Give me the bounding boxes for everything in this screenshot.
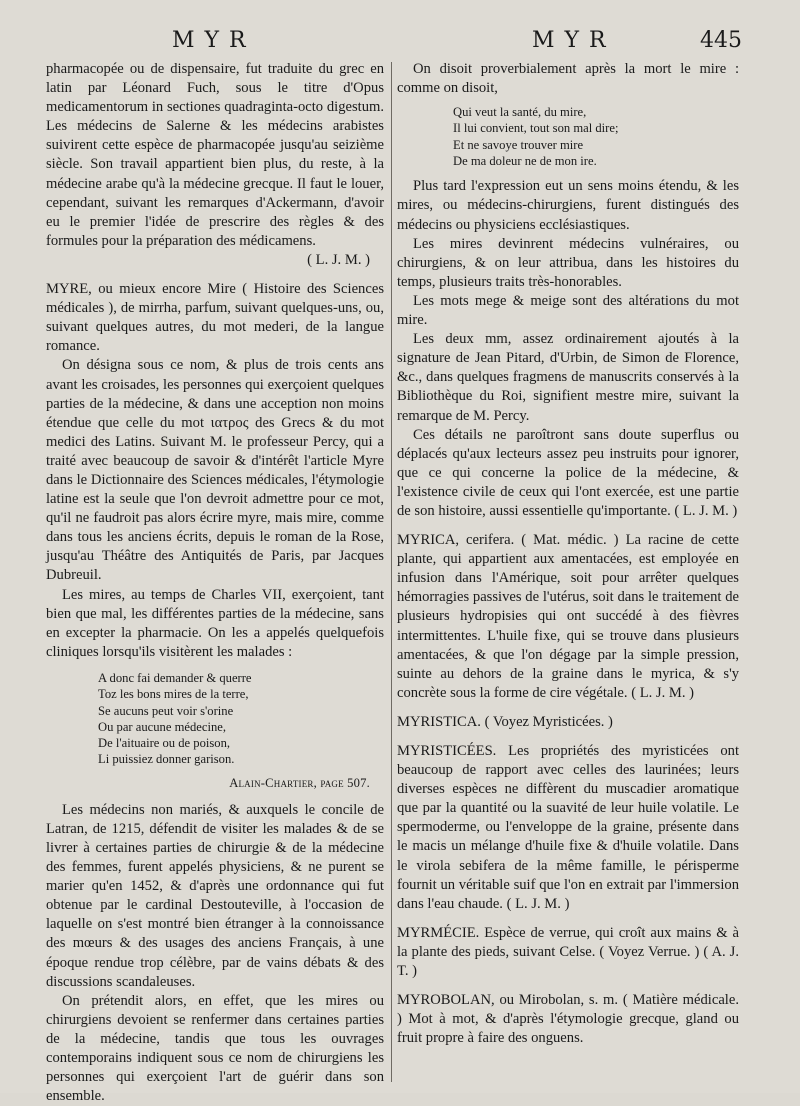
- entry-myre: MYRE, ou mieux encore Mire ( Histoire des Sciences médicales ), de mirrha, parfum, suivant quelques-uns, ou, suivant quelques autres, du mot mederi, de la langue romance.: [46, 281, 384, 355]
- header-left-title: MYR: [172, 28, 256, 53]
- paragraph: Plus tard l'expression eut un sens moins étendu, & les mires, ou médecins-chirurgiens, furent distingués des médecins ou physiciens ecclésiastiques.: [397, 178, 739, 233]
- verse-line: Ou par aucune médecine,: [98, 719, 226, 734]
- verse-line: Qui veut la santé, du mire,: [453, 105, 587, 120]
- paragraph: Les médecins non mariés, & auxquels le concile de Latran, de 1215, défendit de visiter les malades & de se livrer à certaines parties de chirurgie & de la médecine des femmes, furent appelés physiciens, & ne purent se marier qu'en 1452, & d'après une ordonnance qui fut obtenue par le cardinal Destouteville, à l'occasion de laquelle on s'est montré bien étranger à la connoissance des mœurs & des usages des anciens Français, à une époque rendue trop célèbre, par de vains débats & des discussions scandaleuses.: [46, 801, 384, 990]
- verse-line: De ma doleur ne de mon ire.: [453, 154, 597, 169]
- paragraph: On disoit proverbialement après la mort le mire : comme on disoit,: [397, 61, 739, 97]
- verse-line: Se aucuns peut voir s'orine: [98, 703, 234, 718]
- verse-line: Toz les bons mires de la terre,: [98, 687, 249, 702]
- signature: ( L. J. M. ): [307, 251, 370, 268]
- paragraph: Les mires, au temps de Charles VII, exerçoient, tant bien que mal, les différentes parties de la médecine, sans en excepter la pharmacie. On les a appelés quelquefois cliniques lorsqu'ils visitèrent les malades :: [46, 586, 384, 660]
- verse-line: Il lui convient, tout son mal dire;: [453, 121, 619, 136]
- verse-line: Et ne savoye trouver mire: [453, 137, 584, 152]
- verse-line: Li puissiez donner garison.: [98, 752, 235, 767]
- paragraph: pharmacopée ou de dispensaire, fut traduite du grec en latin par Léonard Fuch, sous le titre d'Opus medicamentorum in sectiones quadraginta-octo digestum. Les médecins de Salerne & les médecins arabistes suivirent cette espèce de pharmacopée jusqu'au seizième siècle. Son travail appartient bien plus, du reste, à la médecine arabe qu'à la médecine grecque. Il faut le louer, cependant, suivant les remarques d'Ackermann, d'avoir eu le premier l'idée de prescrire des règles & des formules pour la préparation des médicamens.: [46, 61, 384, 249]
- entry-myrobolan: MYROBOLAN, ou Mirobolan, s. m. ( Matière médicale. ) Mot à mot, & d'après l'étymologie grecque, gland ou fruit propre à faire des onguens.: [397, 992, 739, 1047]
- page-number: 445: [700, 28, 742, 53]
- paragraph: Les mires devinrent médecins vulnéraires, ou chirurgiens, & on leur attribua, dans les histoires du temps, plusieurs traits très-honorables.: [397, 235, 739, 290]
- entry-myristica: MYRISTICA. ( Voyez Myristicées. ): [397, 713, 613, 730]
- entry-myrica: MYRICA, cerifera. ( Mat. médic. ) La racine de cette plante, qui appartient aux amentacées, est employée en infusion dans l'Amérique, soit pour arrêter quelques hémorragies passives de l'utérus, soit dans le traitement de plusieurs hydropisies qui ont succédé à des fièvres intermittentes. L'huile fixe, qui se trouve dans plusieurs amentacées, & que l'on dégage par la simple pression, suinte au dehors de la graine dans le myrica, & s'y concrète sous la forme de cire végétale. ( L. J. M. ): [397, 532, 739, 701]
- verse-quote: [98, 670, 384, 768]
- verse-line: De l'aituaire ou de poison,: [98, 736, 231, 751]
- verse-quote: [453, 104, 739, 169]
- paragraph: Les mots mege & meige sont des altérations du mot mire.: [397, 292, 739, 329]
- paragraph: Ces détails ne paroîtront sans doute superflus ou déplacés qu'aux lecteurs assez peu instruits pour ignorer, que ce qui concerne la police de la médecine, & l'existence civile de ceux qui l'ont exercée, est une partie de son histoire, aussi essentielle qu'importante. ( L. J. M. ): [397, 426, 739, 519]
- left-column: [46, 60, 384, 1105]
- paragraph: Les deux mm, assez ordinairement ajoutés à la signature de Jean Pitard, d'Urbin, de Simon de Florence, &c., dans quelques fragmens de manuscrits conservés à la Bibliothèque du Roi, signifient mestre mire, suivant la remarque de M. Percy.: [397, 331, 739, 424]
- entry-myrmecie: MYRMÉCIE. Espèce de verrue, qui croît aux mains & à la plante des pieds, suivant Celse. ( Voyez Verrue. ) ( A. J. T. ): [397, 924, 739, 980]
- paragraph: On prétendit alors, en effet, que les mires ou chirurgiens devoient se renfermer dans certaines parties de la médecine, tandis que tous les ouvrages contemporains indiquent sous ce nom de chirurgiens les personnes qui exerçoient l'art de guérir dans son ensemble.: [46, 992, 384, 1105]
- running-header: [0, 28, 800, 58]
- entry-myristicees: MYRISTICÉES. Les propriétés des myristicées ont beaucoup de rapport avec celles des laurinées; leurs diverses espèces ne diffèrent du muscadier aromatique que par la quantité ou la suavité de leur huile volatile. Le spermoderme, ou l'enveloppe de la graine, présente dans le macis un mélange d'huile fixe & d'huile volatile. Dans le virola sebifera de la même famille, le périsperme fournit un véritable suif que l'on en extrait par l'immersion dans l'eau chaude. ( L. J. M. ): [397, 743, 739, 912]
- verse-line: A donc fai demander & querre: [98, 670, 252, 685]
- verse-attribution: Alain-Chartier, page 507.: [229, 775, 370, 790]
- column-divider: [391, 62, 392, 1082]
- right-column: [397, 60, 739, 1080]
- paragraph: On désigna sous ce nom, & plus de trois cents ans avant les croisades, les personnes qui exerçoient quelques parties de la médecine, & dans une acception non moins étendue que celle du mot ιατρος des Grecs & du mot medici des Latins. Suivant M. le professeur Percy, qui a traité avec beaucoup de savoir & d'intérêt l'article Myre dans le Dictionnaire des Sciences médicales, l'étymologie latine est la seule que l'on devroit admettre pour ce mot, qu'il ne faudroit pas alors écrire myre, mais mire, comme dans tous les anciens écrits, depuis le roman de la Rose, jusqu'au Théâtre des Antiquités de Paris, par Jacques Dubreuil.: [46, 357, 384, 584]
- header-right-title: MYR: [532, 28, 616, 53]
